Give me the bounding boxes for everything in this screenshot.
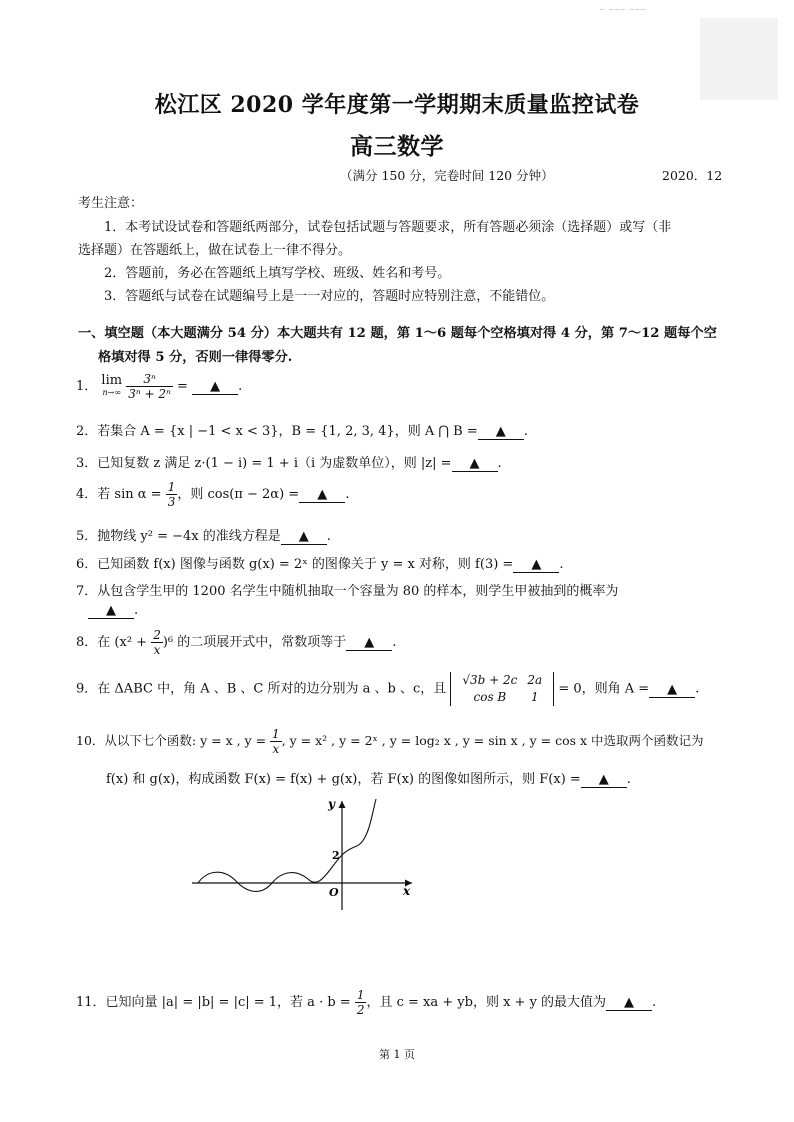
page-title: 松江区 2020 学年度第一学期期末质量监控试卷 <box>154 92 640 118</box>
fraction-denominator: x <box>153 643 161 657</box>
question-4: 4．若 sin α = $\frac{1}{3}$ ，则 cos(π − 2α) = ▲ . <box>76 480 350 509</box>
question-text-cont: = 0，则角 A = <box>558 681 650 697</box>
det-cell-11: √3b + 2c <box>462 673 518 687</box>
question-number: 7． <box>76 584 98 599</box>
question-text: 若集合 A = {x | −1 < x < 3}，B = {1, 2, 3, 4}，则 A ⋂ B = <box>97 424 478 439</box>
equals: = <box>177 379 193 394</box>
det-cell-12: 2a <box>527 673 543 687</box>
fraction-numerator: 2 <box>153 628 161 642</box>
question-text-cont: )⁶ 的二项展开式中，常数项等于 <box>162 635 347 650</box>
det-cell-21: cos B <box>473 690 507 704</box>
question-7 <box>76 580 618 599</box>
answer-blank: ▲ <box>299 488 345 503</box>
question-number: 6． <box>76 557 98 572</box>
answer-blank: ▲ <box>581 773 627 788</box>
question-number: 8． <box>76 635 98 650</box>
fraction-denominator: x <box>272 742 280 756</box>
question-text: 若 sin α = <box>97 487 162 502</box>
question-number: 4． <box>76 487 98 502</box>
question-7-answer: ▲ . <box>88 603 138 619</box>
function-curve <box>198 799 376 891</box>
notice-item-1-cont: 选择题）在答题纸上，做在试卷上一律不得分。 <box>78 243 352 258</box>
fraction-denominator: 3 <box>167 495 176 509</box>
question-number: 2． <box>76 424 98 439</box>
question-text: 在 (x² + <box>97 635 148 650</box>
question-text: 已知向量 |a| = |b| = |c| = 1，若 a · b = <box>105 995 351 1010</box>
question-number: 10． <box>76 733 105 748</box>
origin-label: O <box>329 886 339 899</box>
question-text: 从包含学生甲的 1200 名学生中随机抽取一个容量为 80 的样本，则学生甲被抽到的概率为 <box>97 584 619 599</box>
answer-blank: ▲ <box>281 530 327 545</box>
page-subtitle: 高三数学 <box>350 133 444 160</box>
section-heading: 一、填空题（本大题满分 54 分）本大题共有 12 题，第 1～6 题每个空格填对得 4 分，第 7～12 题每个空 <box>78 326 717 341</box>
question-number: 3． <box>76 456 98 471</box>
answer-blank: ▲ <box>649 683 695 698</box>
y-axis-label: y <box>328 797 335 811</box>
question-text-cont: ，且 c = xa + yb，则 x + y 的最大值为 <box>366 995 607 1010</box>
question-10-line-2: f(x) 和 g(x)，构成函数 F(x) = f(x) + g(x)，若 F(x) 的图像如图所示，则 F(x) = ▲ . <box>106 772 631 787</box>
notice-heading: 考生注意： <box>78 196 144 211</box>
determinant <box>450 672 554 706</box>
question-3: 3．已知复数 z 满足 z·(1 − i) = 1 + i（i 为虚数单位），则 |z| = ▲ . <box>76 456 502 471</box>
x-axis-label: x <box>403 884 411 898</box>
fraction-numerator: 1 <box>167 480 176 494</box>
answer-blank: ▲ <box>88 604 134 619</box>
notice-item-3: 3．答题纸与试卷在试题编号上是一一对应的，答题时应特别注意，不能错位。 <box>104 289 555 304</box>
question-text: 已知函数 f(x) 图像与函数 g(x) = 2ˣ 的图像关于 y = x 对称，则 f(3) = <box>97 557 514 572</box>
y-tick-label: 2 <box>332 849 340 862</box>
fraction-numerator: 1 <box>356 988 365 1002</box>
question-8: 8．在 (x² + $\frac{2}{x}$ )⁶ 的二项展开式中，常数项等于 ▲ . <box>76 628 397 657</box>
corner-marks: _ ___ ___ <box>600 0 647 10</box>
question-text: 已知复数 z 满足 z·(1 − i) = 1 + i（i 为虚数单位），则 |z| = <box>97 456 452 471</box>
question-text: 从以下七个函数: y = x , y = <box>104 733 267 748</box>
limit-operator: lim <box>101 372 123 388</box>
det-cell-22: 1 <box>530 690 539 704</box>
question-2: 2．若集合 A = {x | −1 < x < 3}，B = {1, 2, 3, 4}，则 A ⋂ B = ▲ . <box>76 424 528 439</box>
limit-subscript: n→∞ <box>102 387 122 397</box>
answer-blank: ▲ <box>346 636 392 651</box>
question-text-cont: , y = x² , y = 2ˣ , y = log₂ x , y = sin x , y = cos x 中选取两个函数记为 <box>281 733 704 748</box>
section-heading-cont: 格填对得 5 分，否则一律得零分. <box>98 350 293 365</box>
question-11: 11．已知向量 |a| = |b| = |c| = 1，若 a · b = $\frac{1}{2}$ ，且 c = xa + yb，则 x + y 的最大值为 ▲ . <box>76 988 657 1017</box>
exam-date: 2020．12 <box>662 168 723 183</box>
function-graph <box>190 795 420 915</box>
question-number: 11． <box>76 995 106 1010</box>
question-1: 1． lim n→∞ $\frac{\text{3ⁿ}}{\text{3ⁿ + 2ⁿ}}$ = ▲ . <box>76 372 243 401</box>
question-text-cont: ，则 cos(π − 2α) = <box>177 487 300 502</box>
fraction-denominator: 2 <box>356 1003 365 1017</box>
question-text: 抛物线 y² = −4x 的准线方程是 <box>97 529 281 544</box>
notice-item-1: 1．本考试设试卷和答题纸两部分，试卷包括试题与答题要求，所有答题必须涂（选择题）或写（非 <box>104 220 672 235</box>
question-text: f(x) 和 g(x)，构成函数 F(x) = f(x) + g(x)，若 F(x) 的图像如图所示，则 F(x) = <box>106 772 581 787</box>
question-9: 9．在 ΔABC 中，角 A 、B 、C 所对的边分别为 a 、b 、c，且 √3b + 2c 2a cos B 1 = 0，则角 A = ▲ . <box>76 673 700 704</box>
question-text: 在 ΔABC 中，角 A 、B 、C 所对的边分别为 a 、b 、c，且 <box>97 681 447 697</box>
page-number: 第 1 页 <box>379 1048 415 1061</box>
answer-blank: ▲ <box>606 996 652 1011</box>
question-number: 1． <box>76 379 98 394</box>
fraction-numerator: 3ⁿ <box>126 372 173 387</box>
question-number: 5． <box>76 529 98 544</box>
answer-blank: ▲ <box>513 558 559 573</box>
fraction-denominator: 3ⁿ + 2ⁿ <box>128 387 171 401</box>
question-number: 9． <box>76 681 98 697</box>
question-10 <box>76 727 704 756</box>
exam-info: （满分 150 分，完卷时间 120 分钟） <box>340 168 554 183</box>
question-5: 5．抛物线 y² = −4x 的准线方程是 ▲ . <box>76 529 331 544</box>
answer-blank: ▲ <box>452 457 498 472</box>
notice-item-2: 2．答题前，务必在答题纸上填写学校、班级、姓名和考号。 <box>104 266 451 281</box>
fraction-numerator: 1 <box>272 727 280 741</box>
question-6: 6．已知函数 f(x) 图像与函数 g(x) = 2ˣ 的图像关于 y = x 对称，则 f(3) = ▲ . <box>76 557 564 572</box>
answer-blank: ▲ <box>478 425 524 440</box>
answer-blank: ▲ <box>192 380 238 395</box>
